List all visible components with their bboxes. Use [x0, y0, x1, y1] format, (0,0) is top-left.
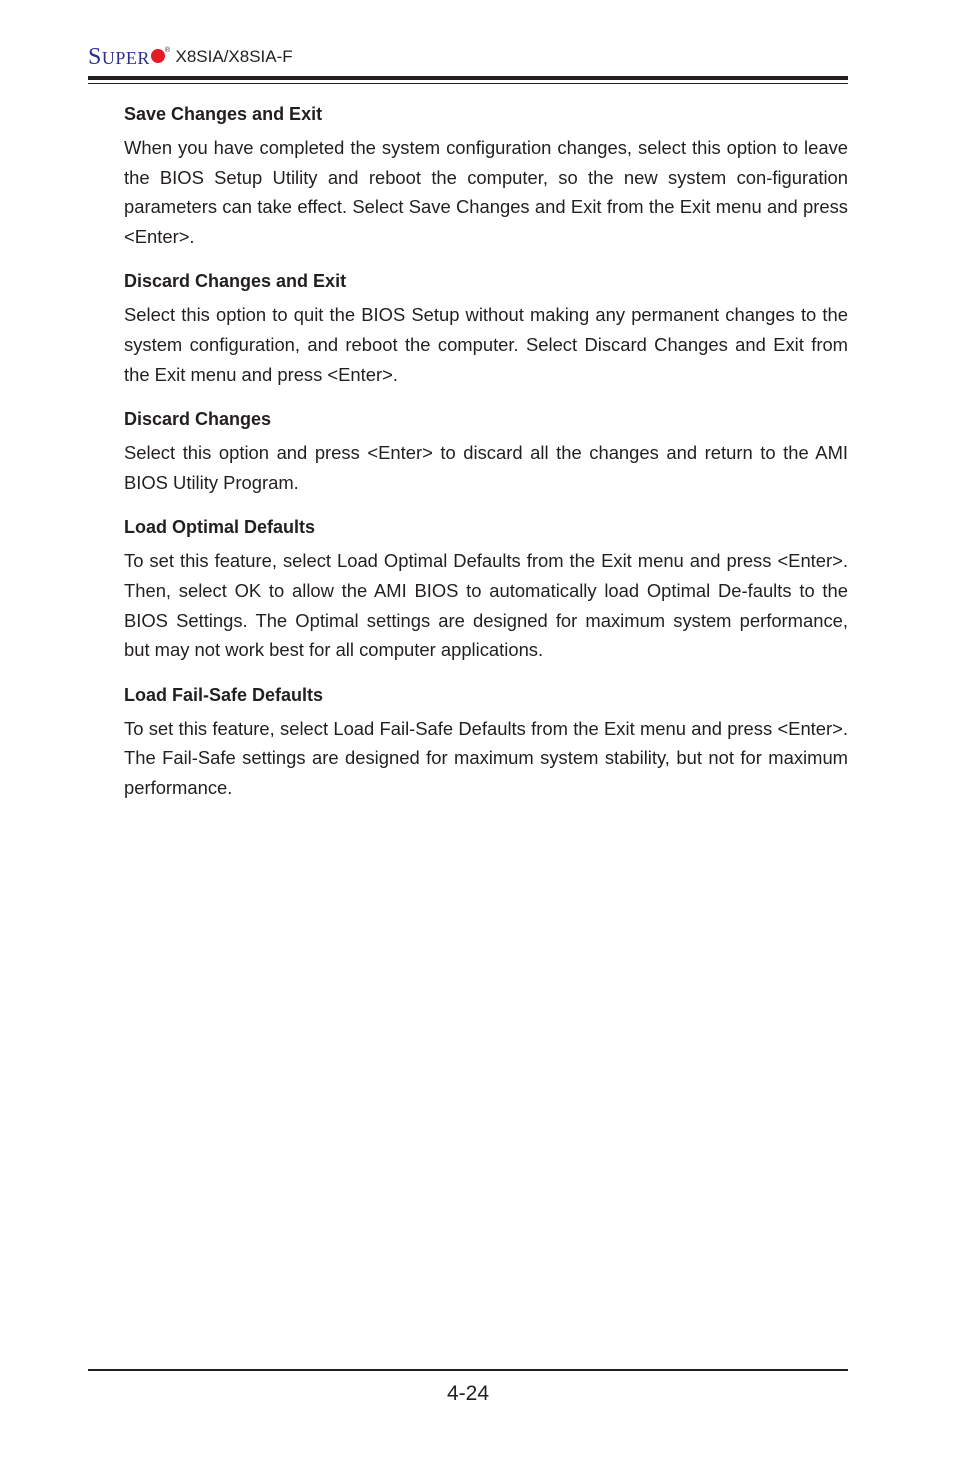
section-body: To set this feature, select Load Fail-Safe Defaults from the Exit menu and press <Enter>. The Fail-Safe settings are designed for maximum system stability, but not for maximum performance.	[124, 717, 848, 798]
section-body: Select this option and press <Enter> to discard all the changes and return to the AMI BIOS Utility Program.	[124, 442, 848, 493]
registered-mark: ®	[164, 47, 171, 54]
section-save-changes-and-exit	[124, 100, 848, 251]
section-load-fail-safe-defaults	[124, 681, 848, 803]
page-content	[124, 100, 848, 819]
section-body: To set this feature, select Load Optimal Defaults from the Exit menu and press <Enter>. Then, select OK to allow the AMI BIOS to automatically load Optimal De-faults to the BIOS Settings. The Optimal settings are designed for maximum system performance, but may not work best for all computer applications.	[124, 550, 848, 661]
page-header	[88, 44, 848, 86]
page-number: 4-24	[446, 1382, 490, 1405]
section-discard-changes	[124, 405, 848, 497]
header-rule-thin	[88, 83, 848, 84]
section-body: Select this option to quit the BIOS Setup without making any permanent changes to the system configuration, and reboot the computer. Select Discard Changes and Exit from the Exit menu and press <Enter>.	[124, 304, 848, 385]
section-title: Load Optimal Defaults	[124, 517, 316, 538]
model-name: X8SIA/X8SIA-F	[175, 47, 293, 66]
section-title: Save Changes and Exit	[124, 104, 323, 124]
section-body: When you have completed the system configuration changes, select this option to leave the BIOS Setup Utility and reboot the computer, so the new system con-figuration parameters can take effect. Select Save Changes and Exit from the Exit menu and press <Enter>.	[124, 137, 848, 247]
logo-red-dot-icon	[151, 49, 165, 63]
section-title: Load Fail-Safe Defaults	[124, 684, 324, 705]
section-discard-changes-and-exit	[124, 267, 848, 389]
footer-rule	[88, 1369, 848, 1371]
supermicro-logo	[88, 44, 293, 74]
section-load-optimal-defaults	[124, 513, 848, 664]
section-title: Discard Changes	[124, 409, 272, 430]
section-title: Discard Changes and Exit	[124, 271, 347, 292]
logo-brand-text: SUPER	[88, 44, 150, 70]
header-rule-thick	[88, 76, 848, 80]
